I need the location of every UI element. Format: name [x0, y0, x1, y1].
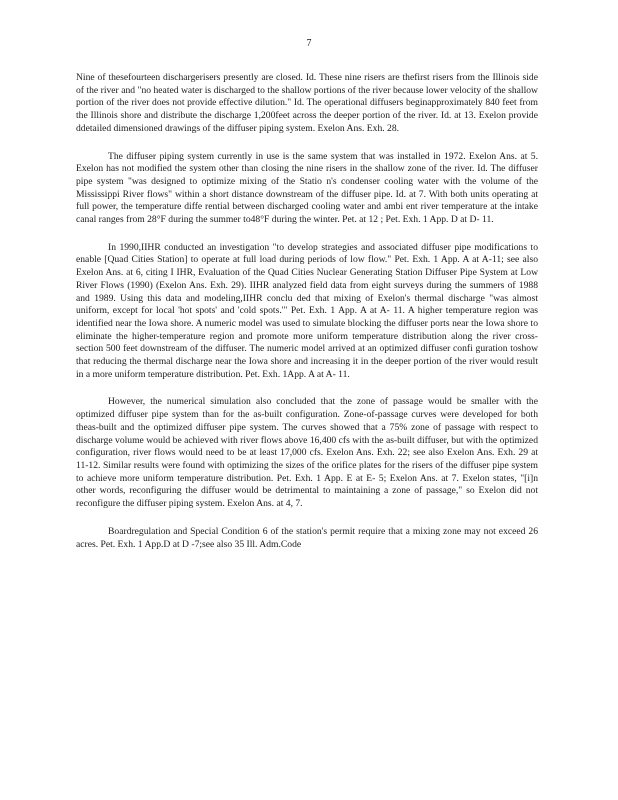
- document-body: [76, 72, 538, 566]
- paragraph-2: The diffuser piping system currently in use is the same system that was installed in 1972. Exelon Ans. at 5. Exelon has not modified the system other than closing the nine risers in the shallow zone of the river. Id. The diffuser pipe system "was designed to optimize mixing of the Statio n's condenser cooling water with the volume of the Mississippi River flows" within a short distance downstream of the diffuser pipe. Id. at 7. With both units operating at full power, the temperature diffe rential between discharged cooling water and ambi ent river temperature at the intake canal ranges from 28°F during the summer to48°F during the winter. Pet. at 12 ; Pet. Exh. 1 App. D at D- 11.: [76, 150, 538, 226]
- paragraph-3: In 1990,IIHR conducted an investigation "to develop strategies and associated diffuser pipe modifications to enable [Quad Cities Station] to operate at full load during periods of low flow." Pet. Exh. 1 App. A at A-11; see also Exelon Ans. at 6, citing I IHR, Evaluation of the Quad Cities Nuclear Generating Station Diffuser Pipe System at Low River Flows (1990) (Exelon Ans. Exh. 29). IIHR analyzed field data from eight surveys during the summers of 1988 and 1989. Using this data and modeling,IIHR conclu ded that mixing of Exelon's thermal discharge "was almost uniform, except for local 'hot spots' and 'cold spots.'" Pet. Exh. 1 App. A at A- 11. A higher temperature region was identified near the Iowa shore. A numeric model was used to simulate blocking the diffuser ports near the Iowa shore to eliminate the higher-temperature region and promote more uniform temperature distribution along the river cross-section 500 feet downstream of the diffuser. The numeric model arrived at an optimized diffuser confi guration toshow that reducing the thermal discharge near the Iowa shore and increasing it in the deeper portion of the river would result in a more uniform temperature distribution. Pet. Exh. 1App. A at A- 11.: [76, 241, 538, 380]
- paragraph-4: However, the numerical simulation also concluded that the zone of passage would be smaller with the optimized diffuser pipe system than for the as-built configuration. Zone-of-passage curves were developed for both theas-built and the optimized diffuser pipe system. The curves showed that a 75% zone of passage with respect to discharge volume would be achieved with river flows above 16,400 cfs with the as-built diffuser, but with the optimized configuration, river flows would need to be at least 17,000 cfs. Exelon Ans. Exh. 22; see also Exelon Ans. Exh. 29 at 11-12. Similar results were found with optimizing the sizes of the orifice plates for the risers of the diffuser pipe system to achieve more uniform temperature distribution. Pet. Exh. 1 App. E at E- 5; Exelon Ans. at 7. Exelon states, "[i]n other words, reconfiguring the diffuser would be detrimental to maintaining a zone of passage," so Exelon did not reconfigure the diffuser piping system. Exelon Ans. at 4, 7.: [76, 396, 538, 510]
- paragraph-5: Boardregulation and Special Condition 6 of the station's permit require that a mixing zone may not exceed 26 acres. Pet. Exh. 1 App.D at D -7;see also 35 Ill. Adm.Code: [76, 525, 538, 550]
- paragraph-1: Nine of thesefourteen dischargerisers presently are closed. Id. These nine risers are thefirst risers from the Illinois side of the river and "no heated water is discharged to the shallow portions of the river because lower velocity of the shallow portion of the river does not provide effective dilution." Id. The operational diffusers beginapproximately 840 feet from the Illinois shore and distribute the discharge 1,200feet across the deeper portion of the river. Id. at 13. Exelon provide ddetailed dimensioned drawings of the diffuser piping system. Exelon Ans. Exh. 28.: [76, 72, 538, 134]
- page-number: 7: [306, 38, 312, 49]
